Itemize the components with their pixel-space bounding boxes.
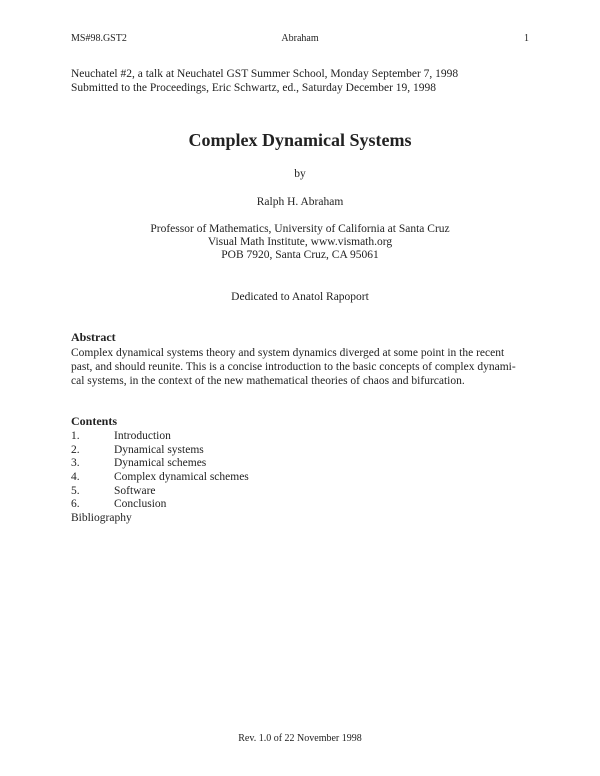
- toc-item-title: Conclusion: [114, 498, 167, 511]
- toc-bibliography-label: Bibliography: [71, 512, 132, 525]
- abstract-line: past, and should reunite. This is a concise introduction to the basic concepts of complex dynami-: [71, 361, 516, 373]
- toc-item-number: 3.: [71, 457, 80, 470]
- dedication: Dedicated to Anatol Rapoport: [231, 291, 369, 303]
- toc-item-number: 2.: [71, 443, 80, 456]
- toc-item-number: 4.: [71, 471, 80, 484]
- toc-item-number: 5.: [71, 484, 80, 497]
- abstract-line: cal systems, in the context of the new mathematical theories of chaos and bifurcation.: [71, 375, 465, 387]
- author-name: Ralph H. Abraham: [256, 196, 344, 208]
- toc-item-title: Software: [114, 484, 156, 497]
- toc-item-number: 1.: [71, 430, 80, 442]
- toc-item-title: Dynamical systems: [114, 443, 204, 456]
- running-header-author: Abraham: [281, 33, 319, 44]
- venue-line-1: Neuchatel #2, a talk at Neuchatel GST Summer School, Monday September 7, 1998: [71, 68, 459, 80]
- affiliation-line-3: POB 7920, Santa Cruz, CA 95061: [221, 249, 379, 261]
- abstract-line: Complex dynamical systems theory and system dynamics diverged at some point in the recent: [71, 347, 505, 359]
- toc-item-number: 6.: [71, 498, 80, 511]
- abstract-body: [71, 346, 533, 388]
- abstract-heading: Abstract: [71, 330, 116, 344]
- by-line: by: [294, 168, 306, 180]
- toc-item-title: Introduction: [114, 430, 171, 442]
- paper-title: Complex Dynamical Systems: [188, 130, 412, 150]
- toc-item-title: Complex dynamical schemes: [114, 471, 249, 484]
- affiliation-line-1: Professor of Mathematics, University of California at Santa Cruz: [150, 223, 450, 235]
- contents-heading: Contents: [71, 414, 118, 428]
- revision-footer: Rev. 1.0 of 22 November 1998: [238, 733, 362, 744]
- venue-line-2: Submitted to the Proceedings, Eric Schwartz, ed., Saturday December 19, 1998: [71, 82, 437, 94]
- page-number: 1: [524, 33, 529, 44]
- running-header-id: MS#98.GST2: [71, 33, 127, 44]
- affiliation-line-2: Visual Math Institute, www.vismath.org: [207, 236, 393, 248]
- toc-item-title: Dynamical schemes: [114, 457, 207, 470]
